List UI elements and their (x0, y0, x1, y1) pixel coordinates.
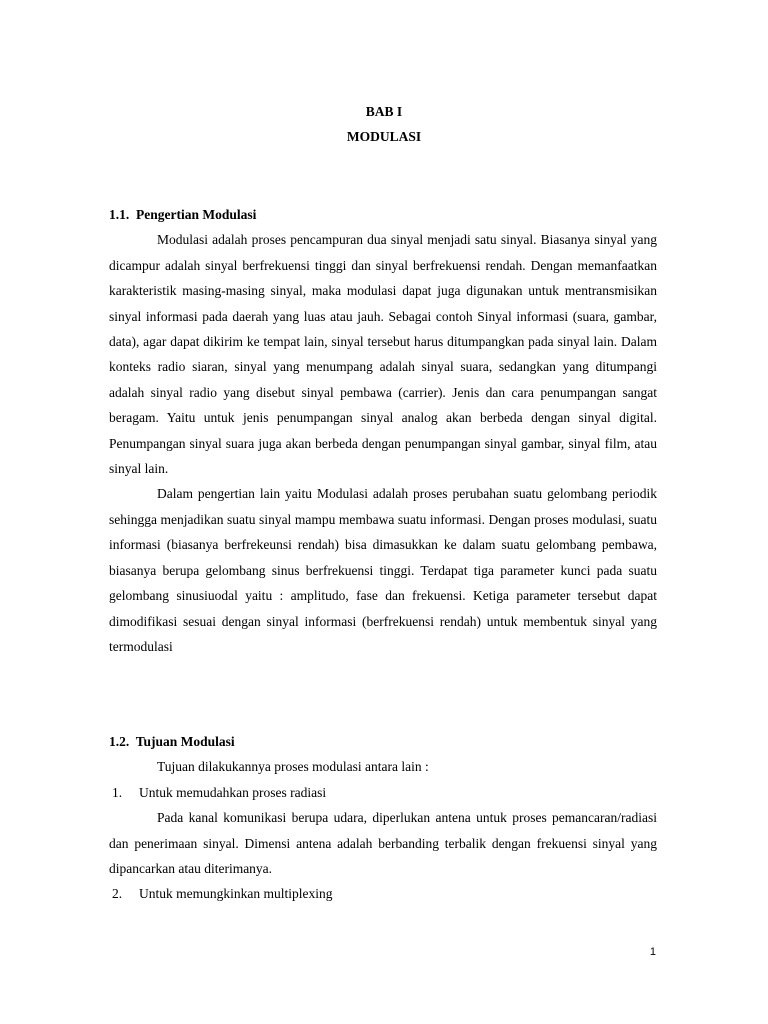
chapter-title: MODULASI (346, 129, 422, 144)
list-item-1-number: 1. (112, 784, 123, 800)
list-item-2-title: Untuk memungkinkan multiplexing (139, 886, 333, 902)
page-number: 1 (649, 946, 656, 958)
list-item-1-body: Pada kanal komunikasi berupa udara, diperlukan antena untuk proses pemancaran/radiasi dan penerimaan sinyal. Dimensi antena adalah berbanding terbalik dengan frekuensi sinyal yang dipancarkan atau diterimanya. (109, 810, 657, 877)
chapter-label: BAB I (365, 104, 403, 119)
list-item-1-title: Untuk memudahkan proses radiasi (139, 784, 327, 800)
section-2-heading: 1.2. Tujuan Modulasi (109, 734, 235, 749)
section-2-intro: Tujuan dilakukannya proses modulasi antara lain : (157, 759, 429, 775)
section-1 (109, 202, 657, 659)
section-1-heading: 1.1. Pengertian Modulasi (109, 207, 257, 222)
section-2 (109, 729, 657, 907)
section-1-paragraph-2: Dalam pengertian lain yaitu Modulasi adalah proses perubahan suatu gelombang periodik sehingga menjadikan suatu sinyal mampu membawa suatu informasi. Dengan proses modulasi, suatu informasi (biasanya berfrekeunsi rendah) bisa dimasukkan ke dalam suatu gelombang pembawa, biasanya berupa gelombang sinus berfrekuensi tinggi. Terdapat tiga parameter kunci pada suatu gelombang sinusiuodal yaitu : amplitudo, fase dan frekuensi. Ketiga parameter tersebut dapat dimodifikasi sesuai dengan sinyal informasi (berfrekuensi rendah) untuk membentuk sinyal yang termodulasi (109, 486, 657, 654)
list-item-2 (109, 881, 657, 906)
section-1-paragraph-1: Modulasi adalah proses pencampuran dua sinyal menjadi satu sinyal. Biasanya sinyal yang dicampur adalah sinyal berfrekuensi tinggi dan sinyal berfrekuensi rendah. Dengan memanfaatkan karakteristik masing-masing sinyal, maka modulasi dapat juga digunakan untuk mentransmisikan sinyal informasi pada daerah yang luas atau jauh. Sebagai contoh Sinyal informasi (suara, gambar, data), agar dapat dikirim ke tempat lain, sinyal tersebut harus ditumpangkan pada sinyal lain. Dalam konteks radio siaran, sinyal yang menumpang adalah sinyal suara, sedangkan yang ditumpangi adalah sinyal radio yang disebut sinyal pembawa (carrier). Jenis dan cara penumpangan sangat beragam. Yaitu untuk jenis penumpangan sinyal analog akan berbeda dengan sinyal digital. Penumpangan sinyal suara juga akan berbeda dengan penumpangan sinyal gambar, sinyal film, atau sinyal lain. (109, 232, 657, 477)
list-item-2-number: 2. (112, 886, 123, 902)
list-item-1 (109, 780, 657, 805)
